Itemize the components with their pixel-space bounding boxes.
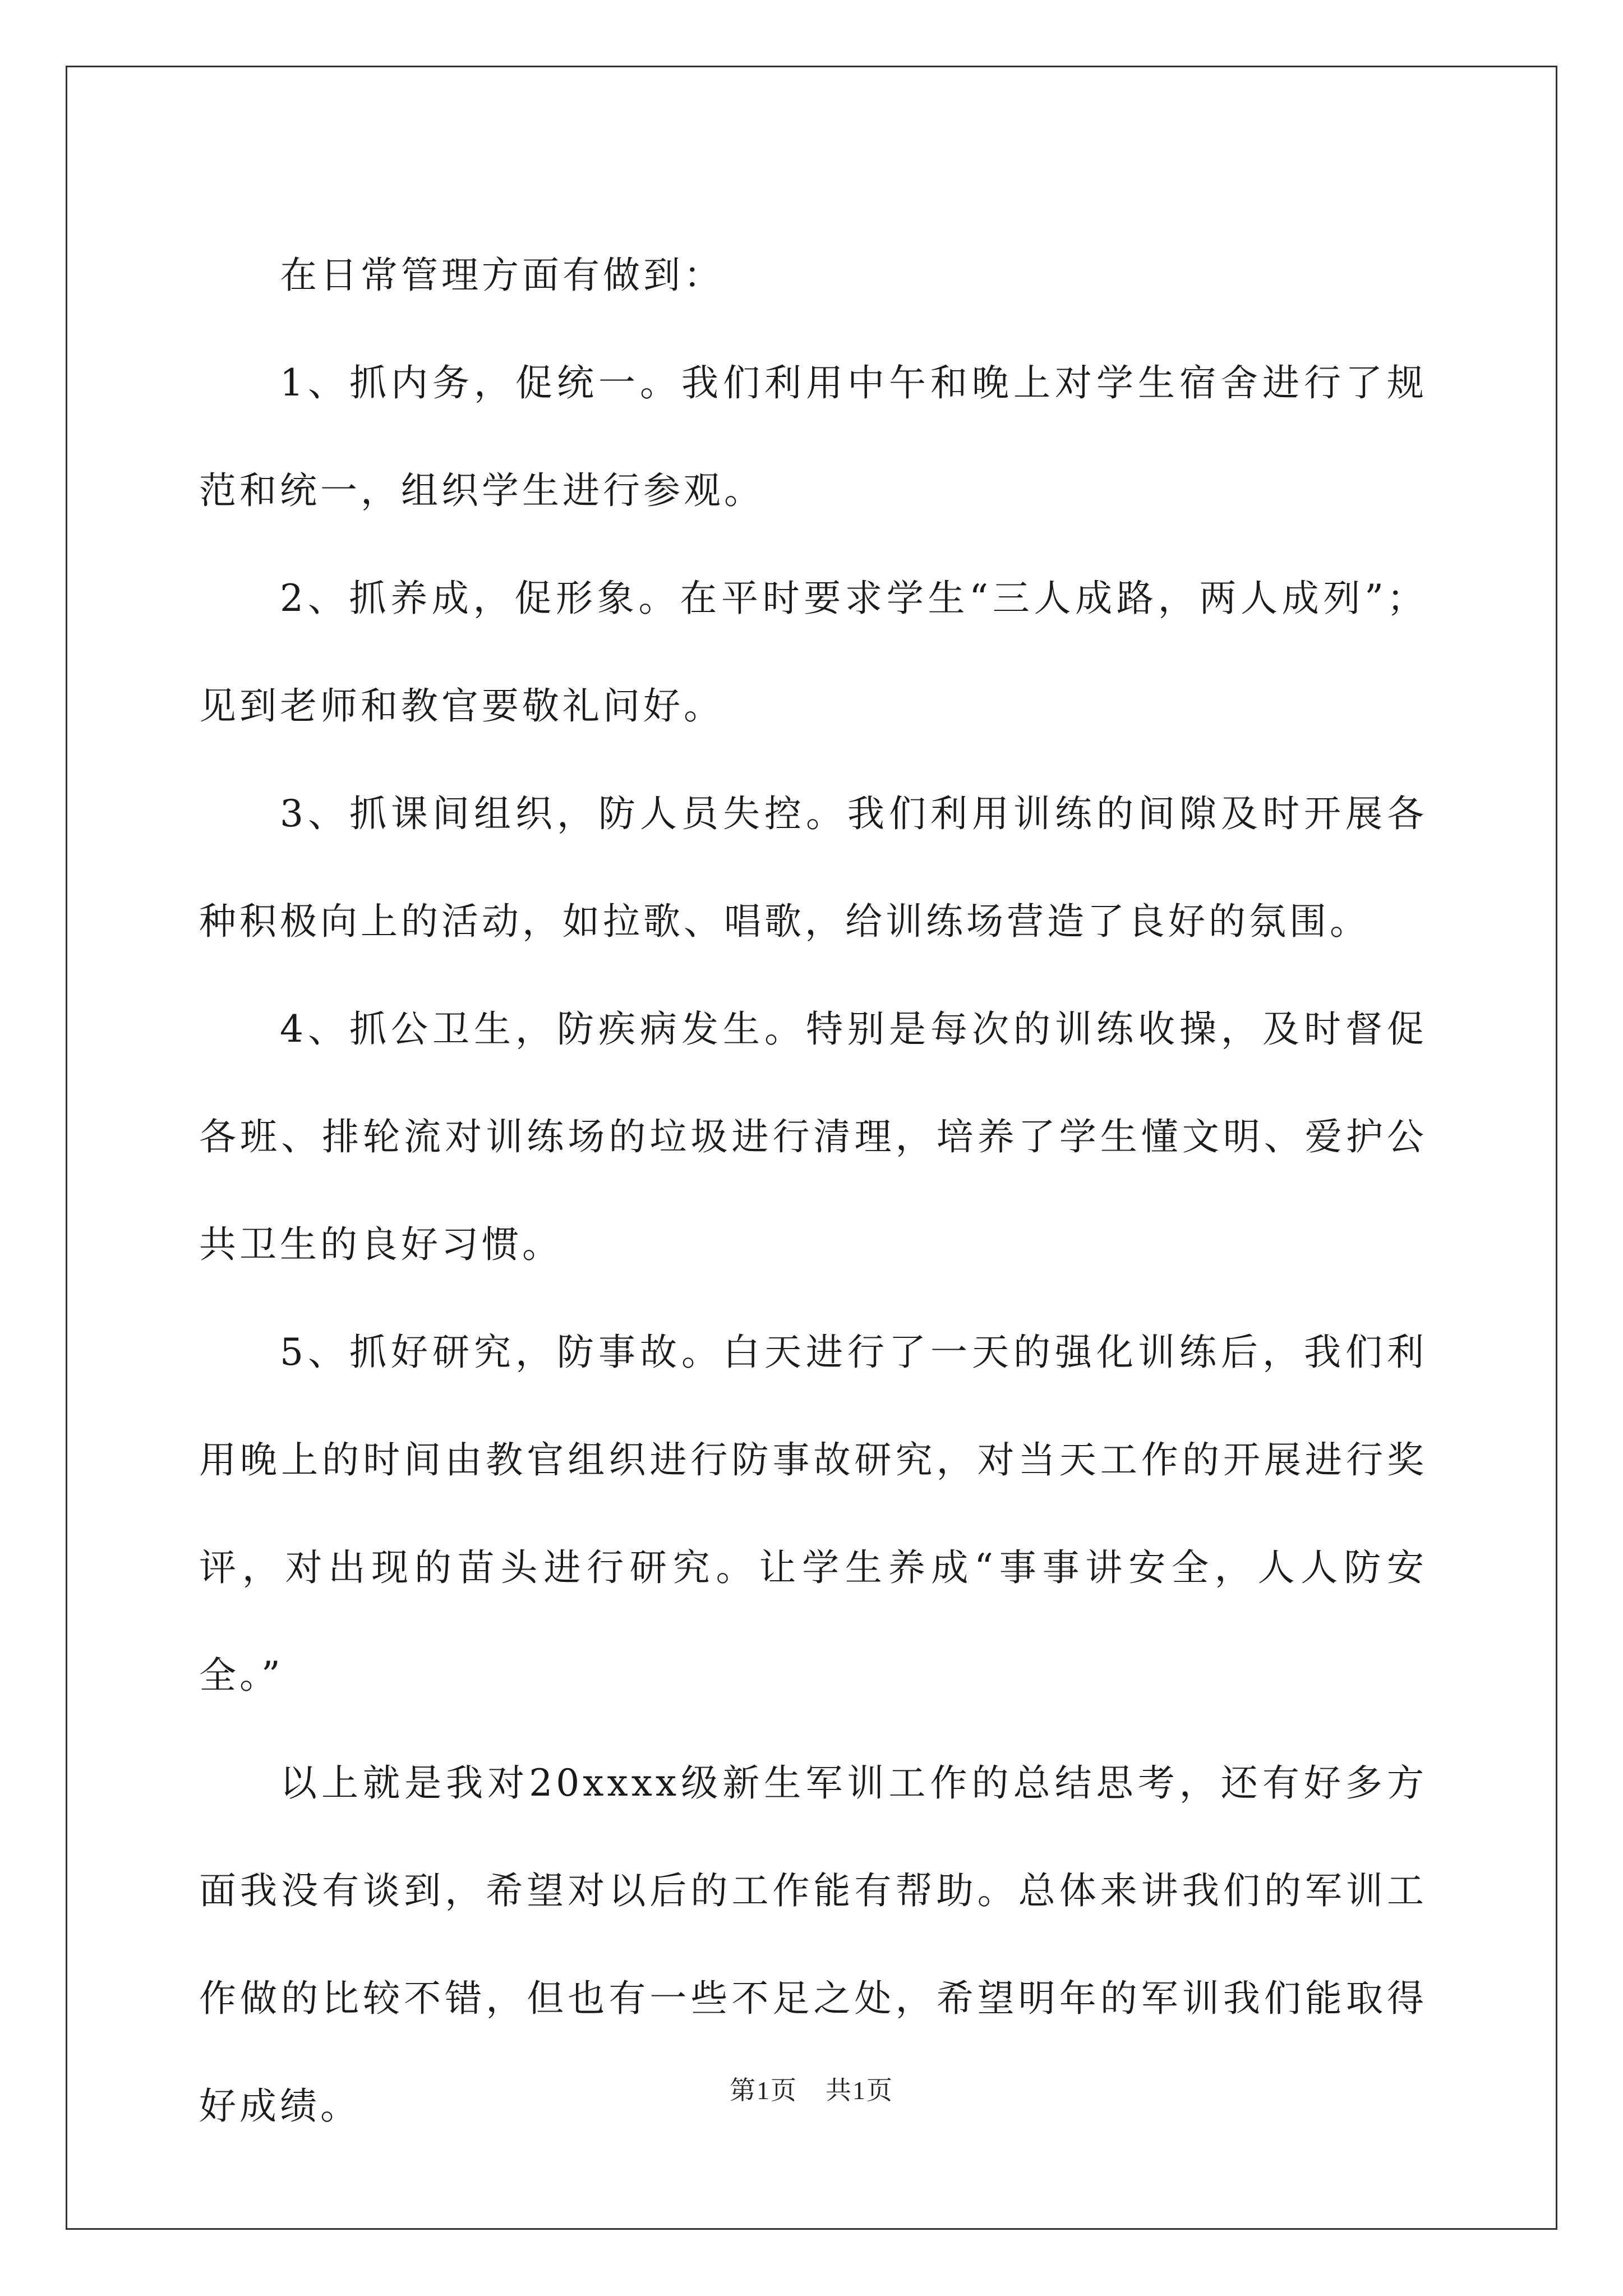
page-number-current: 第1页 — [730, 2076, 797, 2105]
page-footer — [0, 2070, 1623, 2107]
paragraph-item-1: 1、抓内务，促统一。我们利用中午和晚上对学生宿舍进行了规范和统一，组织学生进行参观。 — [199, 361, 1427, 512]
paragraph-item-4: 4、抓公卫生，防疾病发生。特别是每次的训练收操，及时督促各班、排轮流对训练场的垃圾进行清理，培养了学生懂文明、爱护公共卫生的良好习惯。 — [199, 1007, 1427, 1266]
paragraph-item-2: 2、抓养成，促形象。在平时要求学生“三人成路，两人成列”；见到老师和教官要敬礼问好。 — [199, 577, 1427, 728]
paragraph-intro: 在日常管理方面有做到： — [280, 254, 724, 297]
paragraph-item-3: 3、抓课间组织，防人员失控。我们利用训练的间隙及时开展各种积极向上的活动，如拉歌、唱歌，给训练场营造了良好的氛围。 — [199, 792, 1427, 943]
paragraph-conclusion: 以上就是我对20xxxx级新生军训工作的总结思考，还有好多方面我没有谈到，希望对以后的工作能有帮助。总体来讲我们的军训工作做的比较不错，但也有一些不足之处，希望明年的军训我们能取得好成绩。 — [199, 1761, 1427, 2128]
page-number-total: 共1页 — [826, 2076, 893, 2105]
paragraph-item-5: 5、抓好研究，防事故。白天进行了一天的强化训练后，我们利用晚上的时间由教官组织进行防事故研究，对当天工作的开展进行奖评，对出现的苗头进行研究。让学生养成“事事讲安全，人人防安全。” — [199, 1331, 1427, 1697]
document-body — [199, 222, 1427, 2160]
